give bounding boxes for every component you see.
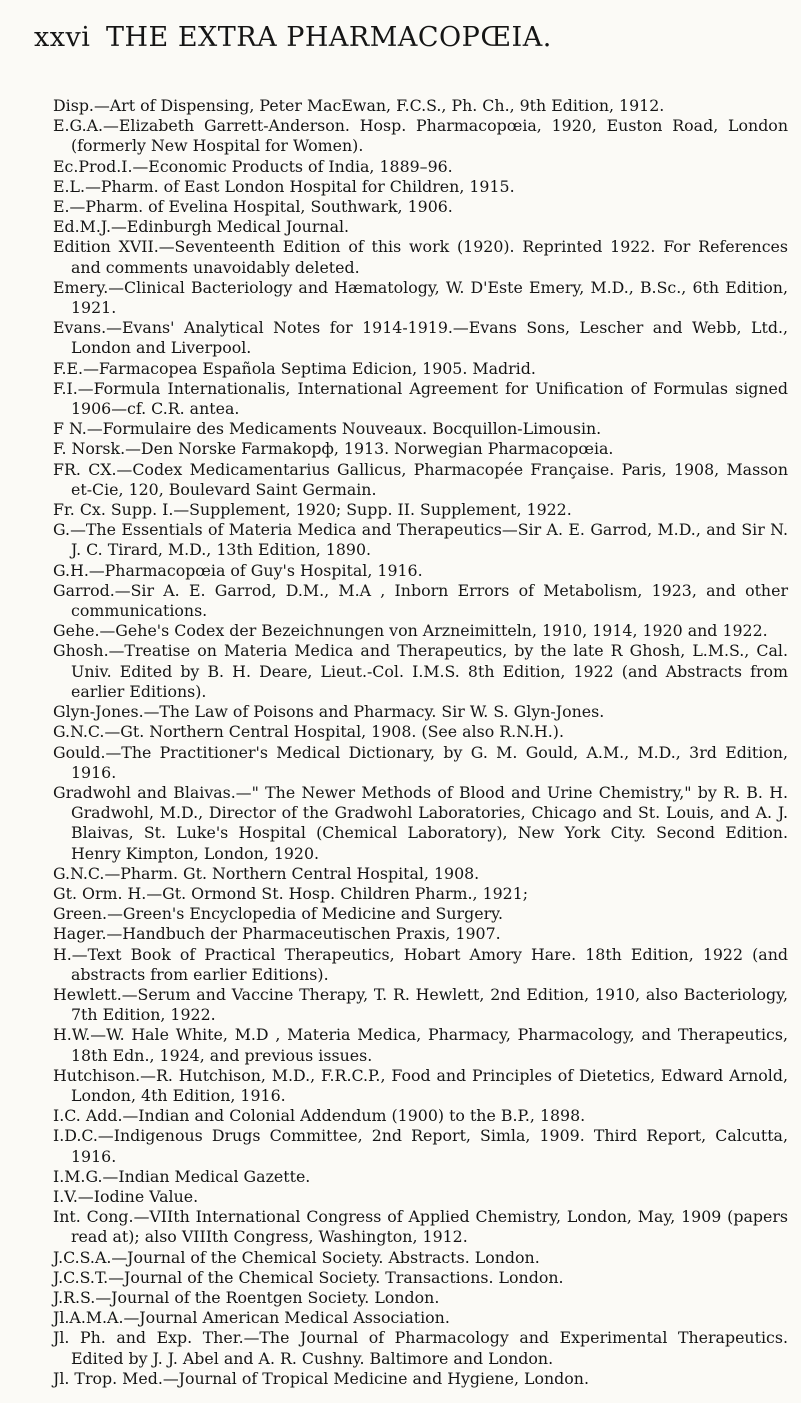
list-item: I.M.G.—Indian Medical Gazette. xyxy=(53,1166,311,1186)
list-item: I.C. Add.—Indian and Colonial Addendum (1900) to the B.P., 1898. xyxy=(53,1106,586,1126)
list-item: Fr. Cx. Supp. I.—Supplement, 1920; Supp. II. Supplement, 1922. xyxy=(53,500,572,520)
list-item: Green.—Green's Encyclopedia of Medicine and Surgery. xyxy=(53,904,503,924)
list-item: G.N.C.—Pharm. Gt. Northern Central Hospital, 1908. xyxy=(53,863,480,883)
list-item: J.R.S.—Journal of the Roentgen Society. London. xyxy=(53,1287,440,1307)
list-item: Evans.—Evans' Analytical Notes for 1914-1919.—Evans Sons, Lescher and Webb, Ltd., London and Liverpool. xyxy=(53,318,788,358)
list-item: I.D.C.—Indigenous Drugs Committee, 2nd Report, Simla, 1909. Third Report, Calcutta, 1916. xyxy=(53,1126,788,1166)
list-item: J.C.S.A.—Journal of the Chemical Society. Abstracts. London. xyxy=(53,1247,540,1267)
list-item: E.—Pharm. of Evelina Hospital, Southwark, 1906. xyxy=(53,197,453,217)
list-item: Ghosh.—Treatise on Materia Medica and Therapeutics, by the late R Ghosh, L.M.S., Cal. Univ. Edited by B. H. Deare, Lieut.-Col. I.M.S. 8th Edition, 1922 (and Abstracts from earlier Editions). xyxy=(53,641,788,701)
list-item: J.C.S.T.—Journal of the Chemical Society. Transactions. London. xyxy=(53,1267,564,1287)
list-item: H.—Text Book of Practical Therapeutics, Hobart Amory Hare. 18th Edition, 1922 (and abstracts from earlier Editions). xyxy=(53,944,788,984)
list-item: I.V.—Iodine Value. xyxy=(53,1186,199,1206)
list-item: Disp.—Art of Dispensing, Peter MacEwan, F.C.S., Ph. Ch., 9th Edition, 1912. xyxy=(53,96,665,115)
list-item: H.W.—W. Hale White, M.D , Materia Medica, Pharmacy, Pharmacology, and Therapeutics, 18th Edn., 1924, and previous issues. xyxy=(53,1025,788,1065)
page-header xyxy=(34,22,771,62)
list-item: F N.—Formulaire des Medicaments Nouveaux. Bocquillon-Limousin. xyxy=(53,419,602,439)
list-item: G.N.C.—Gt. Northern Central Hospital, 1908. (See also R.N.H.). xyxy=(53,722,564,742)
list-item: Glyn-Jones.—The Law of Poisons and Pharmacy. Sir W. S. Glyn-Jones. xyxy=(53,702,605,722)
list-item: Gould.—The Practitioner's Medical Dictionary, by G. M. Gould, A.M., M.D., 3rd Edition, 1916. xyxy=(53,742,788,782)
list-item: Hewlett.—Serum and Vaccine Therapy, T. R. Hewlett, 2nd Edition, 1910, also Bacteriology, 7th Edition, 1922. xyxy=(53,984,788,1025)
list-item: Hutchison.—R. Hutchison, M.D., F.R.C.P., Food and Principles of Dietetics, Edward Arnold, London, 4th Edition, 1916. xyxy=(53,1065,788,1105)
list-item: Gehe.—Gehe's Codex der Bezeichnungen von Arzneimitteln, 1910, 1914, 1920 and 1922. xyxy=(53,621,768,641)
list-item: Jl.A.M.A.—Journal American Medical Association. xyxy=(53,1308,450,1328)
list-item: Int. Cong.—VIIth International Congress of Applied Chemistry, London, May, 1909 (papers read at); also VIIIth Congress, Washington, 1912. xyxy=(53,1207,788,1247)
list-item: E.L.—Pharm. of East London Hospital for Children, 1915. xyxy=(53,176,515,196)
list-item: E.G.A.—Elizabeth Garrett-Anderson. Hosp. Pharmacopœia, 1920, Euston Road, London (formerly New Hospital for Women). xyxy=(53,116,788,156)
list-item: FR. CX.—Codex Medicamentarius Gallicus, Pharmacopée Française. Paris, 1908, Masson et-Cie, 120, Boulevard Saint Germain. xyxy=(53,459,788,499)
list-item: Emery.—Clinical Bacteriology and Hæmatology, W. D'Este Emery, M.D., B.Sc., 6th Edition, 1921. xyxy=(53,277,788,318)
list-item: Ec.Prod.I.—Economic Products of India, 1889–96. xyxy=(53,156,453,176)
list-item: G.—The Essentials of Materia Medica and Therapeutics—Sir A. E. Garrod, M.D., and Sir N. J. C. Tirard, M.D., 13th Edition, 1890. xyxy=(53,520,788,560)
list-item: Jl. Trop. Med.—Journal of Tropical Medicine and Hygiene, London. xyxy=(53,1368,589,1388)
list-item: Hager.—Handbuch der Pharmaceutischen Praxis, 1907. xyxy=(53,924,501,944)
list-item: F. Norsk.—Den Norske Farmakopф, 1913. Norwegian Pharmacopœia. xyxy=(53,439,614,459)
list-item: G.H.—Pharmacopœia of Guy's Hospital, 1916. xyxy=(53,560,423,580)
list-item: Garrod.—Sir A. E. Garrod, D.M., M.A , Inborn Errors of Metabolism, 1923, and other communications. xyxy=(53,580,788,621)
list-item: Edition XVII.—Seventeenth Edition of this work (1920). Reprinted 1922. For References and comments unavoidably deleted. xyxy=(53,237,788,277)
page-number: xxvi xyxy=(34,22,91,53)
list-item: F.E.—Farmacopea Española Septima Edicion, 1905. Madrid. xyxy=(53,358,536,378)
list-item: Gradwohl and Blaivas.—" The Newer Methods of Blood and Urine Chemistry," by R. B. H. Gradwohl, M.D., Director of the Gradwohl Laboratories, Chicago and St. Louis, and A. J. Blaivas, St. Luke's Hospital (Chemical Laboratory), New York City. Second Edition. Henry Kimpton, London, 1920. xyxy=(53,782,788,863)
abbreviation-list xyxy=(53,96,788,1389)
running-title: THE EXTRA PHARMACOPŒIA. xyxy=(106,22,552,53)
list-item: F.I.—Formula Internationalis, International Agreement for Unification of Formulas signed 1906—cf. C.R. antea. xyxy=(53,378,788,419)
list-item: Jl. Ph. and Exp. Ther.—The Journal of Pharmacology and Experimental Therapeutics. Edited by J. J. Abel and A. R. Cushny. Baltimore and London. xyxy=(53,1328,788,1368)
list-item: Gt. Orm. H.—Gt. Ormond St. Hosp. Children Pharm., 1921; xyxy=(53,883,529,903)
list-item: Ed.M.J.—Edinburgh Medical Journal. xyxy=(53,217,350,237)
